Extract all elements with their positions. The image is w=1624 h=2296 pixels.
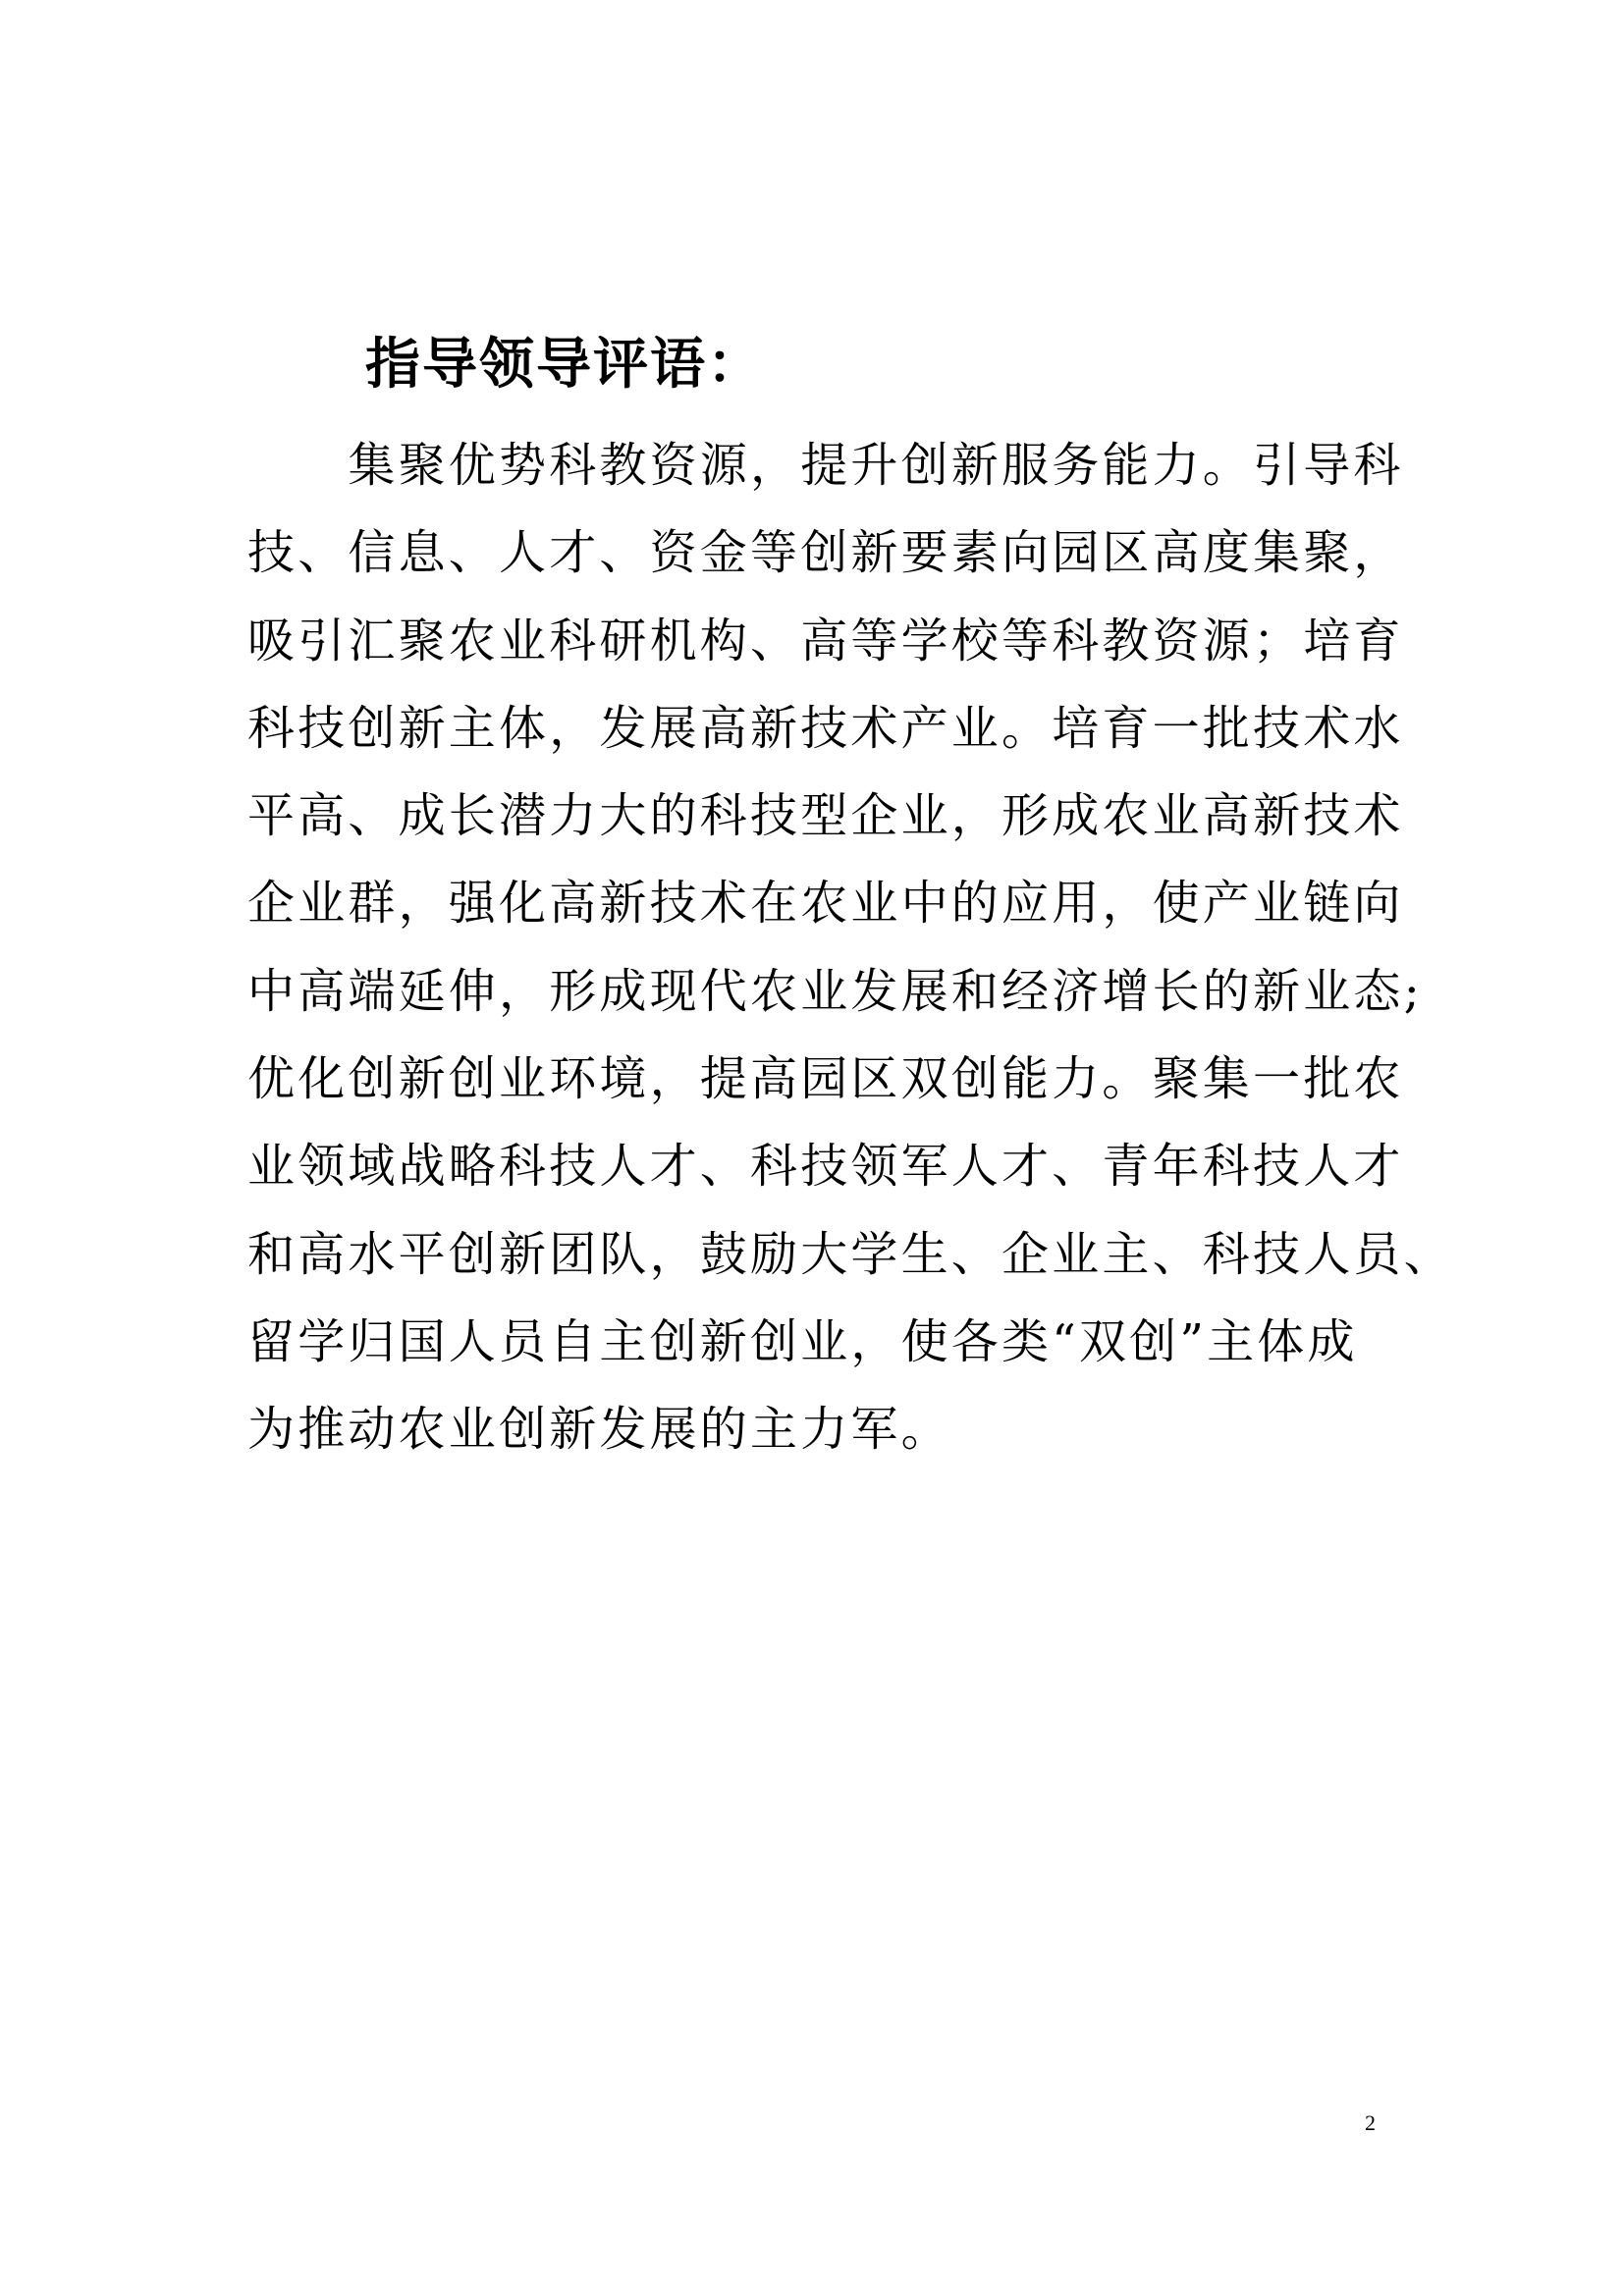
- body-line: 平高、成长潜力大的科技型企业，形成农业高新技术: [247, 788, 1404, 844]
- body-line: 业领域战略科技人才、科技领军人才、青年科技人才: [247, 1139, 1404, 1195]
- body-line: 和高水平创新团队，鼓励大学生、企业主、科技人员、: [247, 1226, 1454, 1282]
- body-line: 留学归国人员自主创新创业，使各类“双创”主体成: [247, 1313, 1358, 1369]
- body-line: 科技创新主体，发展高新技术产业。培育一批技术水: [247, 700, 1404, 756]
- body-line: 集聚优势科教资源，提升创新服务能力。引导科: [247, 438, 1404, 493]
- body-line: 企业群，强化高新技术在农业中的应用，使产业链向: [247, 876, 1404, 932]
- body-line: 优化创新创业环境，提高园区双创能力。聚集一批农: [247, 1051, 1404, 1107]
- body-line: 技、信息、人才、资金等创新要素向园区高度集聚，: [247, 525, 1404, 581]
- body-line: 为推动农业创新发展的主力军。: [247, 1402, 951, 1458]
- body-line: 中高端延伸，形成现代农业发展和经济增长的新业态;: [247, 963, 1423, 1019]
- comment-body: [247, 422, 1454, 1474]
- page-number: 2: [1365, 2110, 1376, 2135]
- body-line: 吸引汇聚农业科研机构、高等学校等科教资源；培育: [247, 613, 1404, 668]
- comment-heading: 指导领导评语：: [365, 333, 764, 397]
